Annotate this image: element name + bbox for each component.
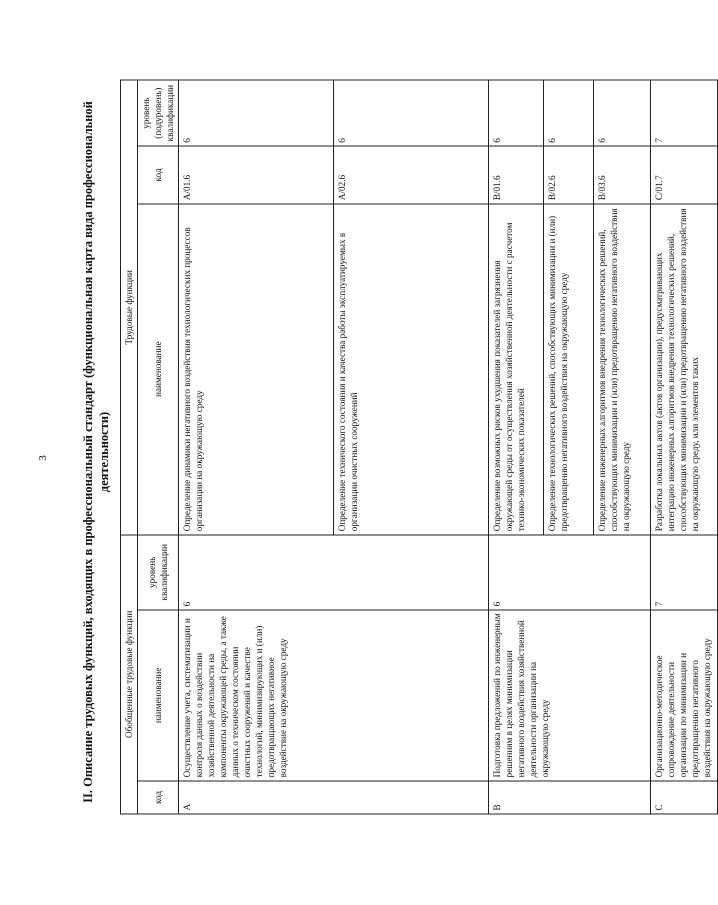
header-function-name: наименование: [138, 204, 179, 535]
header-name: наименование: [138, 610, 179, 781]
functional-map-table: [120, 80, 718, 815]
tf-name: Определение технического состояния и качества работы эксплуатируемых в организации очистных сооружений: [334, 204, 489, 535]
table-row: [489, 80, 544, 814]
header-sublevel: уровень (подуровень) квалификации: [138, 80, 179, 146]
section-title: II. Описание трудовых функций, входящих в профессиональный стандарт (функциональная карта вида профессиональной деятельности): [81, 101, 111, 803]
tf-code: С/01.7: [651, 146, 718, 203]
table-row: [179, 80, 334, 814]
tf-name: Определение инженерных алгоритмов внедрения технологических решений, способствующих минимизации и (или) предотвращению негативного воздействия на окружающую среду: [594, 204, 651, 535]
gtf-level: 6: [179, 535, 489, 610]
tf-name: Разработка локальных актов (актов организации), предусматривающих интеграцию инженерных алгоритмов внедрения технологических решений, способствующих минимизации и (или) предотвращению негативного воздействия на окружающую среду, или элементов таких: [651, 204, 718, 535]
header-code: код: [138, 781, 179, 814]
header-function-code: код: [138, 146, 179, 203]
tf-code: А/01.6: [179, 146, 334, 203]
table-row: [651, 80, 718, 814]
header-level: уровень квалификации: [138, 535, 179, 610]
header-generalized: Обобщенные трудовые функции: [121, 535, 138, 814]
tf-level: 6: [594, 80, 651, 146]
tf-level: 6: [334, 80, 489, 146]
gtf-name: Организационно-методическое сопровождение деятельности организации по минимизации и предотвращению негативного воздействия на окружающую среду: [651, 610, 718, 781]
tf-code: В/01.6: [489, 146, 544, 203]
document-content: [80, 50, 712, 855]
tf-level: 6: [489, 80, 544, 146]
gtf-code: С: [651, 781, 718, 814]
gtf-code: А: [179, 781, 489, 814]
gtf-code: В: [489, 781, 651, 814]
tf-name: Определение технологических решений, способствующих минимизации и (или) предотвращению негативного воздействия на окружающую среду: [544, 204, 594, 535]
tf-code: В/03.6: [594, 146, 651, 203]
gtf-name: Осуществление учета, систематизации и контроля данных о воздействии хозяйственной деятельности на компоненты окружающей среды, а также данных о техническом состоянии очистных сооружений и качестве технологий, минимизирующих и (или) предотвращающих негативное воздействие на окружающую среду: [179, 610, 489, 781]
tf-name: Определение возможных рисков ухудшения показателей загрязнения окружающей среды от осуществления хозяйственной деятельности с расчетом технико-экономических показателей: [489, 204, 544, 535]
gtf-level: 7: [651, 535, 718, 610]
page-number: 3: [36, 455, 49, 461]
gtf-level: 6: [489, 535, 651, 610]
header-labor: Трудовые функции: [121, 80, 138, 535]
tf-code: А/02.6: [334, 146, 489, 203]
tf-level: 7: [651, 80, 718, 146]
tf-level: 6: [544, 80, 594, 146]
gtf-name: Подготовка предложений по инженерным решениям в целях минимизации негативного воздействия хозяйственной деятельности организации на окружающую среду: [489, 610, 651, 781]
tf-name: Определение динамики негативного воздействия технологических процессов организации на окружающую среду: [179, 204, 334, 535]
tf-level: 6: [179, 80, 334, 146]
tf-code: В/02.6: [544, 146, 594, 203]
